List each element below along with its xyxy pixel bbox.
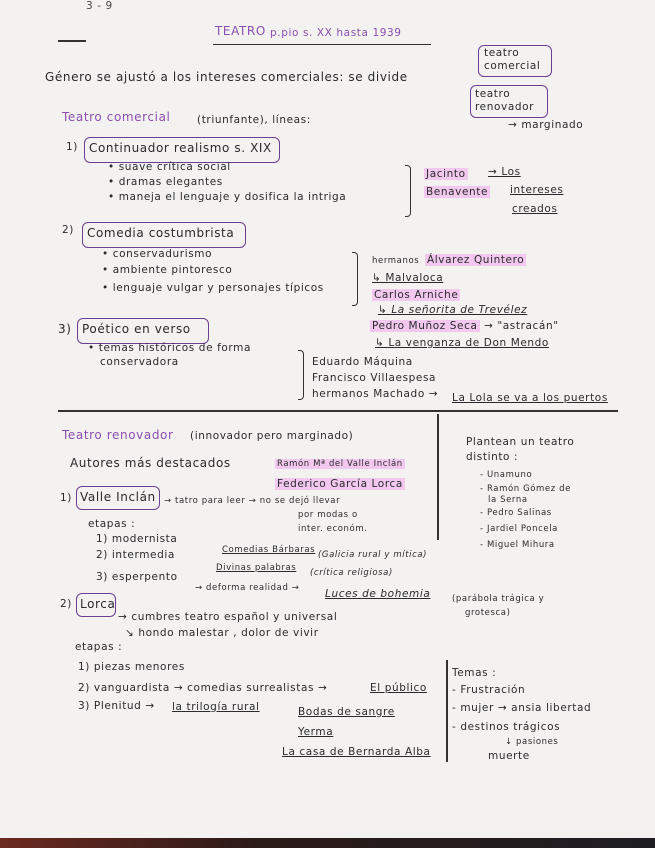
side-item: la Serna — [488, 495, 528, 505]
dash — [58, 40, 86, 42]
author: Ramón Mª del Valle Inclán — [277, 459, 403, 469]
bullet: • lenguaje vulgar y personajes típicos — [102, 282, 324, 294]
etapa: 3) esperpento — [96, 571, 178, 583]
line-num: 2) — [62, 224, 74, 236]
valle-name: Valle Inclán — [80, 490, 156, 504]
renovador-heading-rest: (innovador pero marginado) — [190, 430, 354, 442]
valle-note: por modas o — [298, 510, 358, 520]
division-comercial: teatro comercial — [484, 47, 541, 72]
title-underline — [213, 44, 431, 45]
desk-edge — [0, 838, 655, 848]
line-num: 3) — [58, 322, 72, 336]
line-title: Continuador realismo s. XIX — [89, 141, 272, 155]
section-divider — [58, 410, 618, 412]
side-title: distinto : — [466, 451, 519, 463]
work: El público — [370, 682, 427, 694]
line-title: Poético en verso — [82, 322, 191, 336]
side-item: - Unamuno — [480, 470, 533, 480]
author: Pedro Muñoz Seca — [372, 320, 478, 332]
bullet: • suave crítica social — [108, 161, 231, 173]
lorca-note: → cumbres teatro español y universal — [118, 611, 338, 623]
work-note: (crítica religiosa) — [310, 568, 393, 578]
author: Carlos Arniche — [374, 289, 459, 301]
brace — [405, 165, 411, 217]
work: intereses — [510, 184, 564, 196]
column-divider — [437, 414, 439, 540]
work: Bodas de sangre — [298, 706, 395, 718]
valle-note: → tatro para leer → no se dejó llevar — [164, 496, 341, 506]
temas-title: Temas : — [452, 667, 497, 679]
side-title: Plantean un teatro — [466, 436, 575, 448]
tema-sub: ↓ pasiones — [505, 737, 559, 747]
work-note: (Galicia rural y mítica) — [318, 550, 428, 560]
work: ↳ La venganza de Don Mendo — [375, 337, 549, 349]
tema: - mujer → ansia libertad — [452, 702, 592, 714]
side-item: - Pedro Salinas — [480, 508, 552, 518]
title-main: TEATRO — [215, 24, 266, 38]
work: Luces de bohemia — [325, 588, 431, 600]
author: Federico García Lorca — [277, 478, 403, 490]
tema: - destinos trágicos — [452, 721, 561, 733]
tema-sub: muerte — [488, 750, 530, 762]
etapas-label: etapas : — [88, 518, 136, 530]
author: Jacinto — [426, 168, 466, 180]
work: → Los — [488, 166, 521, 178]
work: La casa de Bernarda Alba — [282, 746, 431, 758]
side-item: - Miguel Mihura — [480, 540, 555, 550]
etapa: 2) intermedia — [96, 549, 175, 561]
title-sub: p.pio s. XX hasta 1939 — [270, 27, 402, 39]
trilogia: la trilogía rural — [172, 701, 260, 713]
work: Comedias Bárbaras — [222, 545, 316, 555]
line-num: 1) — [66, 141, 78, 153]
top-marks: 3 - 9 — [86, 0, 113, 12]
astracan: → "astracán" — [484, 320, 559, 332]
author: Benavente — [426, 186, 489, 198]
bullet: • conservadurismo — [102, 248, 213, 260]
work: Divinas palabras — [216, 563, 297, 573]
work-note: grotesca) — [465, 608, 511, 618]
etapa: 1) modernista — [96, 533, 178, 545]
bullet: • maneja el lenguaje y dosifica la intriga — [108, 191, 347, 203]
intro-text: Género se ajustó a los intereses comerciales: se divide — [45, 70, 408, 84]
renovador-heading: Teatro renovador — [62, 428, 174, 442]
author-num: 1) — [60, 492, 72, 504]
bullet: • ambiente pintoresco — [102, 264, 233, 276]
esperpento-note: → deforma realidad → — [195, 583, 300, 593]
brace — [298, 350, 304, 400]
bullet-cont: conservadora — [100, 356, 179, 368]
work: Yerma — [298, 726, 334, 738]
work-note: (parábola trágica y — [452, 594, 545, 604]
division-renovador: teatro renovador — [475, 88, 535, 113]
temas-divider — [446, 660, 448, 762]
marginado: → marginado — [508, 119, 584, 131]
lorca-name: Lorca — [80, 597, 116, 611]
side-item: - Jardiel Poncela — [480, 524, 558, 534]
bullet: • dramas elegantes — [108, 176, 223, 188]
brace — [352, 252, 358, 306]
etapas-label: etapas : — [75, 641, 123, 653]
author: Francisco Villaespesa — [312, 372, 437, 384]
etapa: 3) Plenitud → — [78, 700, 155, 712]
valle-note: inter. económ. — [298, 524, 368, 534]
comercial-heading: Teatro comercial — [62, 110, 171, 124]
work: ↳ La señorita de Trevélez — [378, 304, 528, 316]
work: creados — [512, 203, 558, 215]
work: La Lola se va a los puertos — [452, 392, 608, 404]
author: Eduardo Máquina — [312, 356, 413, 368]
etapa: 2) vanguardista → comedias surrealistas → — [78, 682, 328, 694]
author: hermanos Machado → — [312, 388, 439, 400]
etapa: 1) piezas menores — [78, 661, 185, 673]
side-item: - Ramón Gómez de — [480, 484, 571, 494]
comercial-heading-rest: (triunfante), líneas: — [197, 114, 311, 126]
tema: - Frustración — [452, 684, 526, 696]
bullet: • temas históricos de forma — [88, 342, 251, 354]
author-prefix: hermanos — [372, 256, 420, 266]
line-title: Comedia costumbrista — [87, 226, 235, 240]
author-num: 2) — [60, 598, 72, 610]
lorca-note: ↘ hondo malestar , dolor de vivir — [125, 627, 319, 639]
autores-label: Autores más destacados — [70, 456, 231, 470]
work: ↳ Malvaloca — [372, 272, 444, 284]
author: Álvarez Quintero — [427, 254, 525, 266]
